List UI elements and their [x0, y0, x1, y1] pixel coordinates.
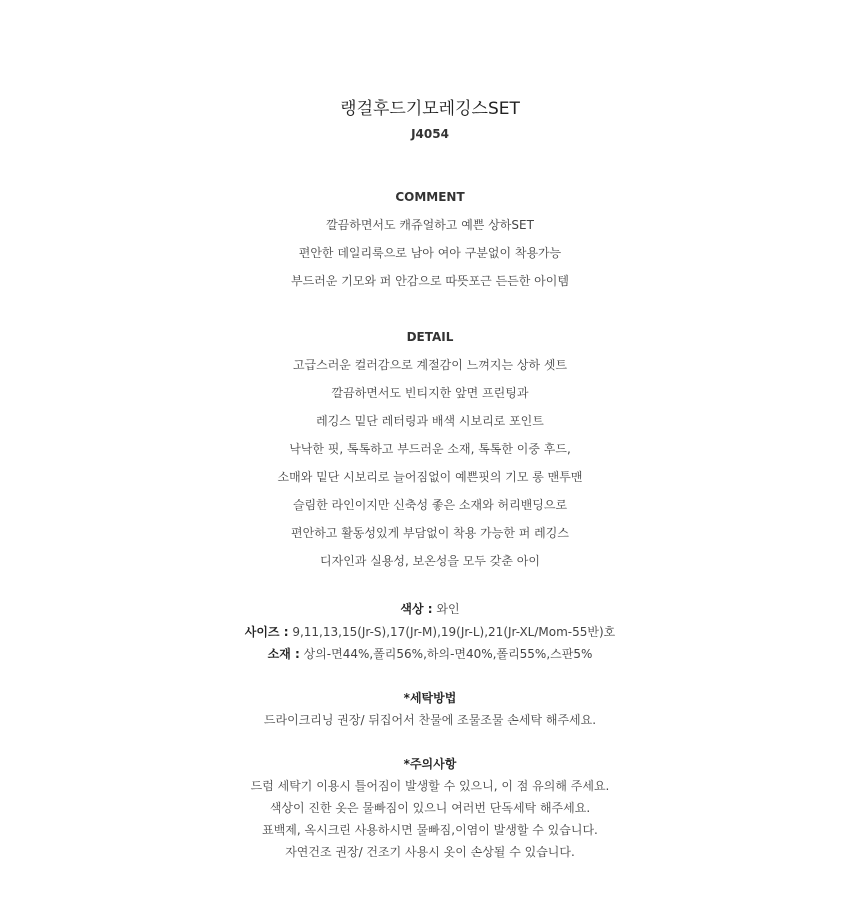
comment-line: 편안한 데일리룩으로 남아 여아 구분없이 착용가능 [298, 246, 562, 260]
comment-line: 부드러운 기모와 퍼 안감으로 따뜻포근 든든한 아이템 [291, 274, 569, 288]
comment-heading: COMMENT [395, 190, 465, 204]
detail-line: 편안하고 활동성있게 부담없이 착용 가능한 퍼 레깅스 [291, 526, 569, 540]
caution-line: 자연건조 권장/ 건조기 사용시 옷이 손상될 수 있습니다. [285, 845, 575, 859]
spec-material-label: 소재 : [267, 647, 300, 661]
spec-color-label: 색상 : [400, 602, 433, 616]
caution-line: 드럼 세탁기 이용시 틀어짐이 발생할 수 있으니, 이 점 유의해 주세요. [250, 779, 610, 793]
spec-size-label: 사이즈 : [244, 625, 289, 639]
spec-color-value: 와인 [436, 602, 460, 616]
spec-size-value: 9,11,13,15(Jr-S),17(Jr-M),19(Jr-L),21(Jr-XL/Mom-55반)호 [292, 625, 616, 639]
detail-line: 낙낙한 핏, 톡톡하고 부드러운 소재, 톡톡한 이중 후드, [289, 442, 571, 456]
detail-heading: DETAIL [406, 330, 454, 344]
detail-line: 슬림한 라인이지만 신축성 좋은 소재와 허리밴딩으로 [292, 498, 568, 512]
spec-size [0, 624, 860, 640]
spec-material [0, 646, 860, 662]
detail-line: 레깅스 밑단 레터링과 배색 시보리로 포인트 [316, 414, 544, 428]
detail-line: 디자인과 실용성, 보온성을 모두 갖춘 아이 [320, 554, 540, 568]
detail-line: 고급스러운 컬러감으로 계절감이 느껴지는 상하 셋트 [292, 358, 568, 372]
product-title: 랭걸후드기모레깅스SET [340, 99, 520, 119]
product-code: J4054 [411, 127, 449, 141]
caution-heading: *주의사항 [403, 757, 457, 771]
caution-line: 표백제, 옥시크린 사용하시면 물빠짐,이염이 발생할 수 있습니다. [262, 823, 598, 837]
washing-heading: *세탁방법 [403, 691, 457, 705]
spec-material-value: 상의-면44%,폴리56%,하의-면40%,폴리55%,스판5% [303, 647, 593, 661]
washing-line: 드라이크리닝 권장/ 뒤집어서 찬물에 조물조물 손세탁 해주세요. [263, 713, 597, 727]
comment-line: 깔끔하면서도 캐쥬얼하고 예쁜 상하SET [326, 218, 534, 232]
spec-color [0, 601, 860, 617]
detail-line: 깔끔하면서도 빈티지한 앞면 프린팅과 [331, 386, 529, 400]
caution-line: 색상이 진한 옷은 물빠짐이 있으니 여러번 단독세탁 해주세요. [269, 801, 591, 815]
detail-line: 소매와 밑단 시보리로 늘어짐없이 예쁜핏의 기모 롱 맨투맨 [277, 470, 583, 484]
